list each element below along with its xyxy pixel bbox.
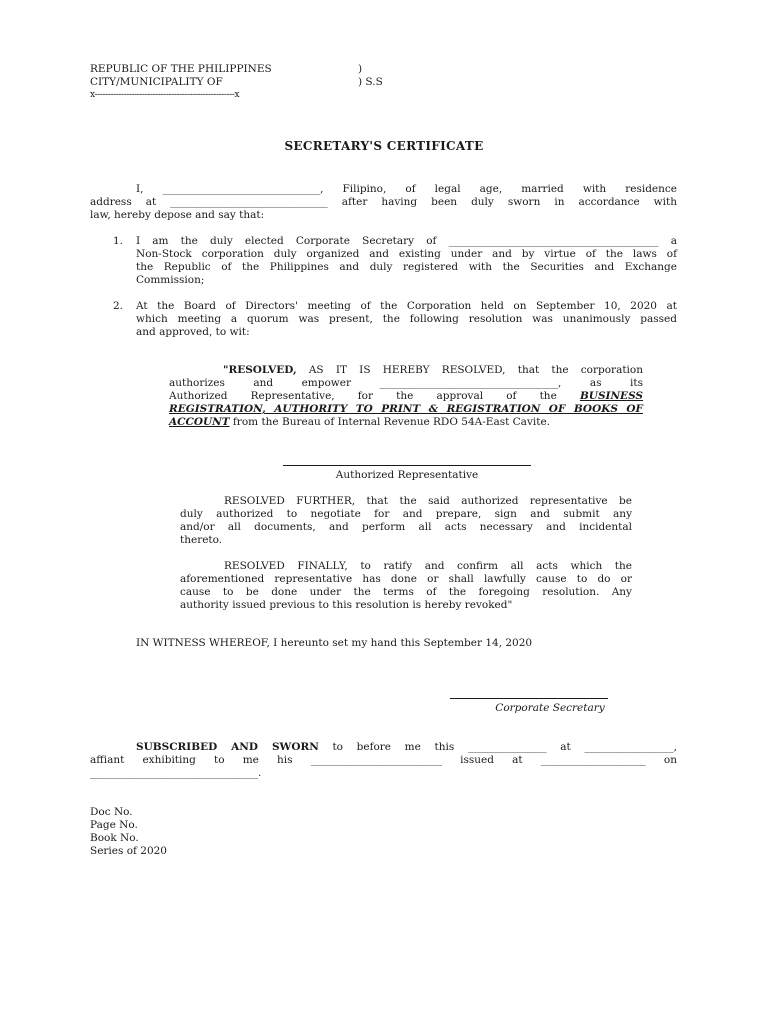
intro-line-2: address at ______________________________ after having been duly sworn in accordance with [90, 196, 677, 208]
resolution-line-3: Authorized Representative, for the approval of the BUSINESS [169, 390, 643, 402]
resolved-further-line-4: thereto. [180, 534, 223, 546]
intro-line-3: law, hereby depose and say that: [90, 209, 265, 221]
sworn-line-2: affiant exhibiting to me his _________________________ issued at ____________________ on [90, 754, 677, 766]
series: Series of 2020 [90, 845, 167, 857]
item-2-line-2: which meeting a quorum was present, the following resolution was unanimously passed [136, 313, 677, 325]
witness-statement: IN WITNESS WHEREOF, I hereunto set my hand this September 14, 2020 [136, 637, 533, 649]
venue-ss: ) S.S [358, 76, 383, 88]
item-2-line-1: At the Board of Directors' meeting of the Corporation held on September 10, 2020 at [136, 300, 677, 312]
resolution-line-4: REGISTRATION, AUTHORITY TO PRINT & REGISTRATION OF BOOKS OF [169, 403, 643, 415]
intro-line-1: I, ______________________________, Filipino, of legal age, married with residence [136, 183, 677, 195]
id-blank: _________________________ [310, 754, 442, 766]
resolved-finally-line-2: aforementioned representative has done or shall lawfully cause to do or [180, 573, 632, 585]
venue-paren: ) [358, 63, 363, 75]
resolved-further-line-2: duly authorized to negotiate for and prepare, sign and submit any [180, 508, 632, 520]
resolved-finally-line-3: cause to be done under the terms of the foregoing resolution. Any [180, 586, 632, 598]
item-1-number: 1. [113, 235, 124, 247]
resolved-finally-line-1: RESOLVED FINALLY, to ratify and confirm all acts which the [224, 560, 632, 572]
item-1-line-1: I am the duly elected Corporate Secretary of ________________________________________ a [136, 235, 678, 247]
resolution-line-2: authorizes and empower __________________________________, as its [169, 377, 644, 389]
place-blank: _________________, [584, 741, 678, 753]
page-no: Page No. [90, 819, 138, 831]
resolved-further-line-3: and/or all documents, and perform all acts necessary and incidental [180, 521, 632, 533]
resolution-line-1: "RESOLVED, AS IT IS HEREBY RESOLVED, that the corporation [223, 364, 644, 376]
name-blank: ______________________________, [162, 183, 324, 195]
sworn-line-3: ________________________________. [90, 767, 262, 779]
doc-no: Doc No. [90, 806, 133, 818]
item-2-number: 2. [113, 300, 124, 312]
corporation-blank: ________________________________________ [448, 235, 659, 247]
corporate-secretary-signature-line [450, 698, 608, 699]
item-2-line-3: and approved, to wit: [136, 326, 250, 338]
issued-at-blank: ____________________ [540, 754, 646, 766]
item-1-line-3: the Republic of the Philippines and duly registered with the Securities and Exchange [136, 261, 677, 273]
authorized-representative-signature-line [283, 465, 531, 466]
sworn-line-1: SUBSCRIBED AND SWORN to before me this _______________ at _________________, [136, 741, 678, 753]
corporate-secretary-label: Corporate Secretary [495, 702, 605, 714]
item-1-line-4: Commission; [136, 274, 205, 286]
document-title: SECRETARY'S CERTIFICATE [284, 139, 484, 153]
resolved-finally-line-4: authority issued previous to this resolution is hereby revoked" [180, 599, 513, 611]
authorized-representative-label: Authorized Representative [335, 469, 479, 481]
representative-blank: __________________________________, [379, 377, 562, 389]
date-blank: _______________ [467, 741, 547, 753]
venue-city: CITY/MUNICIPALITY OF [90, 76, 223, 88]
resolution-line-5: ACCOUNT from the Bureau of Internal Revenue RDO 54A-East Cavite. [169, 416, 551, 428]
book-no: Book No. [90, 832, 139, 844]
address-blank: ______________________________ [170, 196, 328, 208]
item-1-line-2: Non-Stock corporation duly organized and existing under and by virtue of the laws of [136, 248, 677, 260]
resolved-further-line-1: RESOLVED FURTHER, that the said authorized representative be [224, 495, 632, 507]
venue-separator: x-----------------------------------------------------x [90, 90, 240, 100]
venue-republic: REPUBLIC OF THE PHILIPPINES [90, 63, 272, 75]
